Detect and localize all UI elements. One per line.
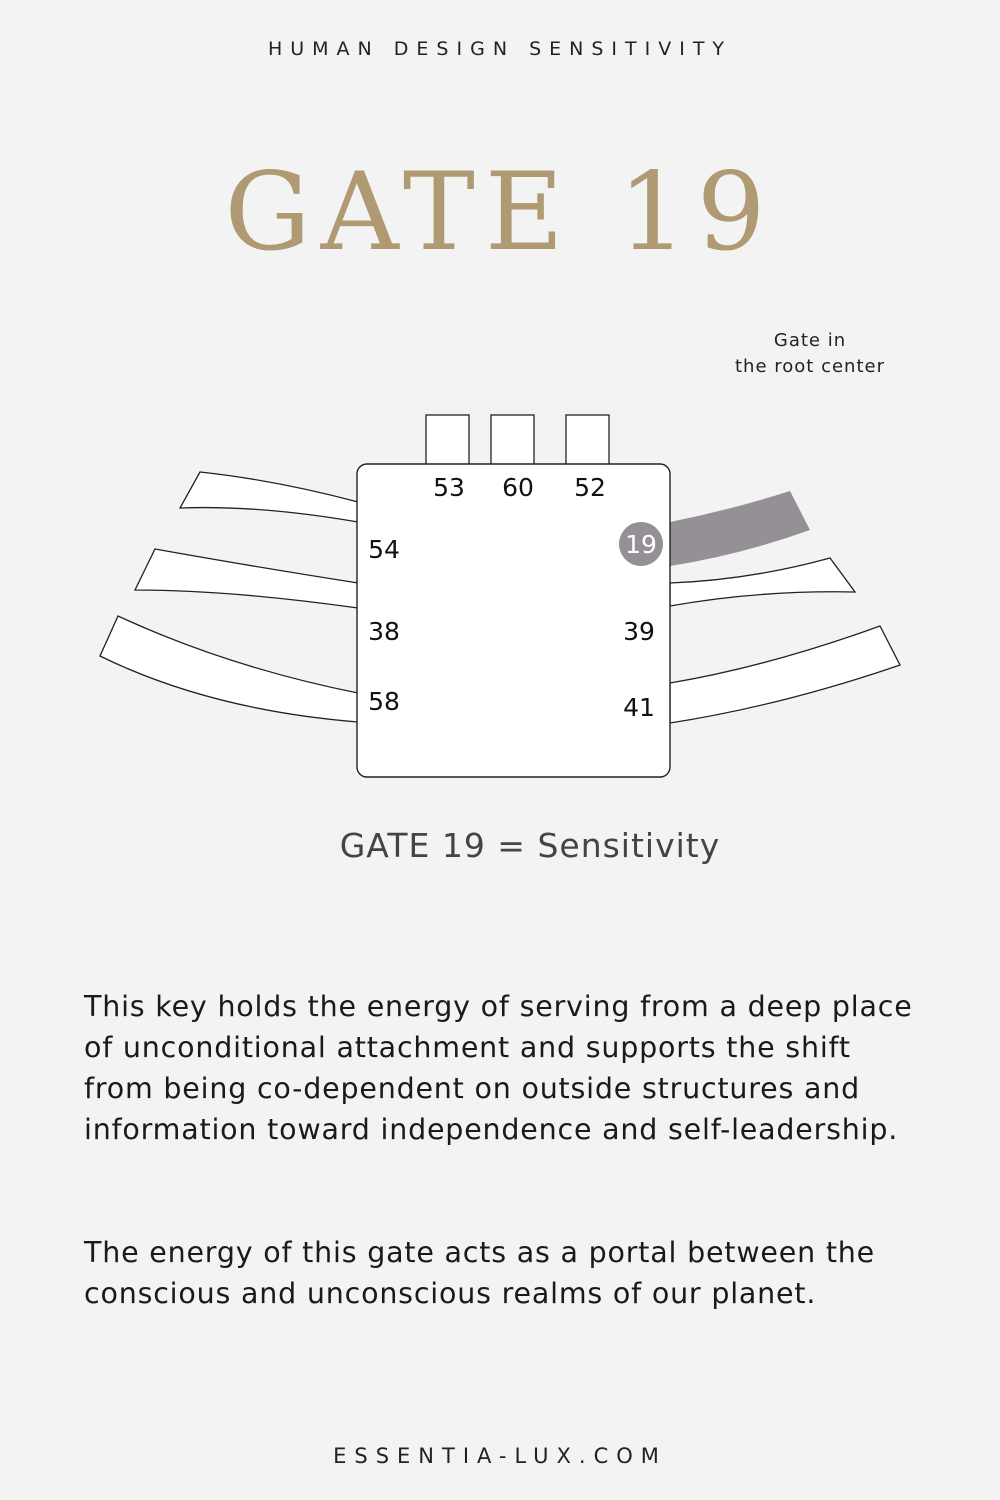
gate-label-60: 60: [502, 473, 534, 502]
description-paragraph-1: This key holds the energy of serving from a deep place of unconditional attachment and supports the shift from being co-dependent on outside structures and information toward independence and self-leadership.: [84, 990, 913, 1146]
callout-line-1: Gate in: [773, 330, 847, 351]
gate-label-19: 19: [625, 530, 657, 559]
page-header: HUMAN DESIGN SENSITIVITY: [267, 38, 733, 60]
description-paragraph-2: The energy of this gate acts as a portal between the conscious and unconscious realms of our planet.: [84, 1236, 875, 1310]
channel-arc-41: [670, 626, 900, 723]
channel-stub-60: [491, 415, 534, 467]
channel-arc-54: [180, 472, 358, 522]
callout-line-2: the root center: [735, 356, 885, 377]
gate-label-38: 38: [368, 617, 400, 646]
gate-label-53: 53: [433, 473, 465, 502]
channel-arc-58: [100, 616, 358, 722]
channel-stub-52: [566, 415, 609, 467]
channel-stub-53: [426, 415, 469, 467]
page-title: GATE 19: [224, 150, 776, 275]
gate-label-58: 58: [368, 687, 400, 716]
channel-arc-38: [135, 549, 358, 608]
channel-arc-39: [670, 558, 855, 606]
gate-label-41: 41: [623, 693, 655, 722]
gate-label-54: 54: [368, 535, 400, 564]
gate-label-52: 52: [574, 473, 606, 502]
gate-meaning: GATE 19 = Sensitivity: [339, 826, 721, 865]
gate-label-39: 39: [623, 617, 655, 646]
site-footer-link[interactable]: ESSENTIA-LUX.COM: [333, 1444, 667, 1468]
channel-arc-19-highlighted: [670, 491, 810, 566]
